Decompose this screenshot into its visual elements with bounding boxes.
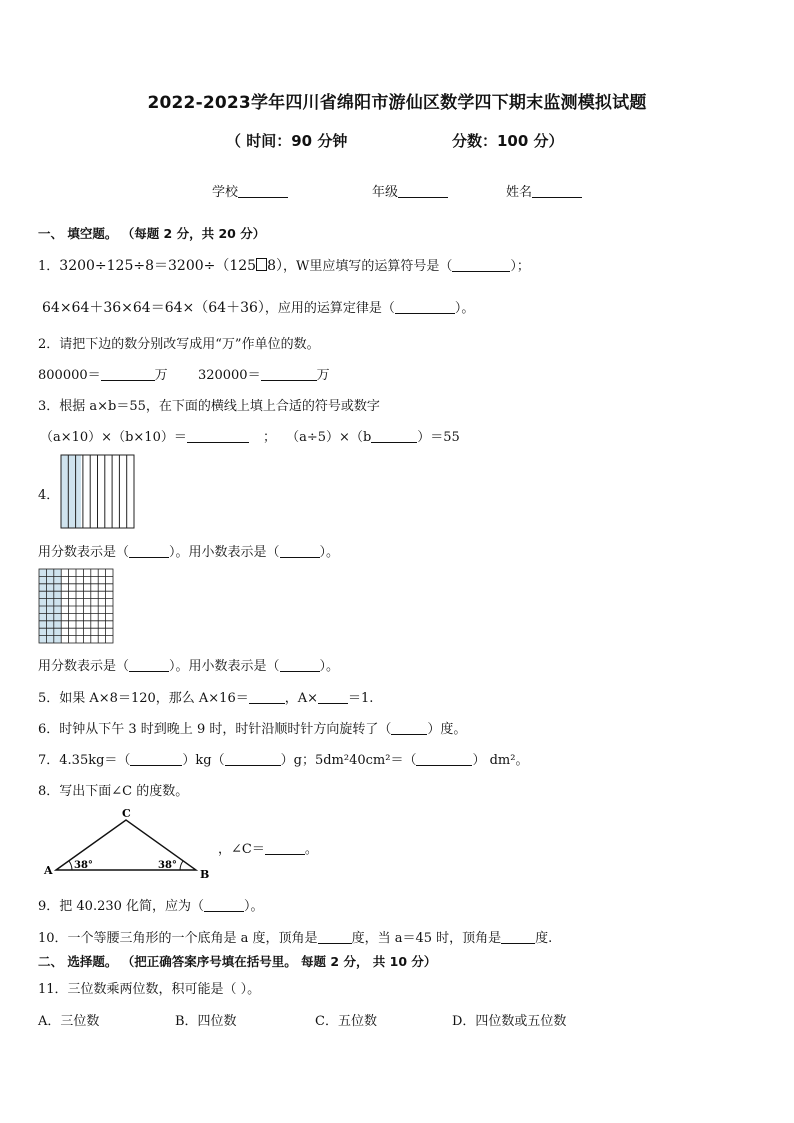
- q7-blank-3[interactable]: [416, 753, 472, 766]
- q1a-expression-right: 8）: [267, 258, 284, 274]
- grade-blank[interactable]: [398, 185, 448, 198]
- q1b-end: ）。: [454, 301, 475, 316]
- strip-figure: [60, 454, 136, 529]
- q2b-unit: 万: [316, 368, 330, 383]
- q1-number: 1．: [38, 259, 60, 274]
- q1b-text: ，应用的运算定律是（: [264, 301, 395, 316]
- q4a-decimal-blank[interactable]: [280, 545, 320, 558]
- q4a-end: ）。: [319, 545, 340, 560]
- question-1b: [42, 297, 474, 317]
- q2b-text: 320000＝: [197, 368, 261, 383]
- q2a-blank[interactable]: [101, 368, 155, 381]
- q3b-blank[interactable]: [371, 430, 417, 443]
- question-6: [38, 718, 466, 737]
- question-7: [38, 749, 528, 768]
- section-2-heading: 二、 选择题。 （把正确答案序号填在括号里。 每题 2 分， 共 10 分）: [38, 954, 437, 969]
- grade-field: [372, 181, 448, 200]
- question-2-answers: [38, 364, 330, 383]
- grade-label: 年级: [372, 185, 399, 200]
- q9-text-2: ）。: [244, 899, 264, 914]
- question-1a: [38, 255, 530, 275]
- angle-a-arc: [69, 861, 72, 870]
- q5-blank-1[interactable]: [249, 691, 285, 704]
- q3b-end: ）＝55: [417, 430, 460, 445]
- question-4a: [38, 541, 339, 560]
- question-2: 2．请把下边的数分别改写成用“万”作单位的数。: [38, 337, 320, 352]
- page-title: 2022-2023学年四川省绵阳市游仙区数学四下期末监测模拟试题: [147, 93, 647, 113]
- q3a-blank[interactable]: [187, 430, 249, 443]
- q9-text-1: 9．把 40.230 化简，应为（: [38, 899, 205, 914]
- q8-end: 。: [304, 842, 318, 857]
- section-1-heading: 一、 填空题。 （每题 2 分，共 20 分）: [38, 226, 266, 241]
- angle-a-label: 38°: [74, 860, 93, 871]
- q4b-fraction-blank[interactable]: [129, 659, 169, 672]
- q4-number: 4．: [38, 488, 60, 503]
- question-11: 11．三位数乘两位数，积可能是（ ）。: [38, 982, 261, 997]
- q11-option-b[interactable]: B．四位数: [175, 1014, 237, 1029]
- q10-text-1: 10．一个等腰三角形的一个底角是 a 度，顶角是: [38, 931, 318, 946]
- q11-option-c[interactable]: C．五位数: [315, 1014, 377, 1029]
- q5-text-2: ，A×: [284, 691, 319, 706]
- q6-text-2: ）度。: [427, 722, 467, 737]
- q1b-expression: 64×64＋36×64＝64×（64＋36）: [42, 300, 265, 316]
- school-field: [212, 181, 288, 200]
- vertex-c-label: C: [122, 808, 131, 820]
- q11-option-d[interactable]: D．四位数或五位数: [452, 1014, 567, 1029]
- q5-text-1: 5．如果 A×8＝120，那么 A×16＝: [38, 691, 249, 706]
- q1a-text: ，W里应填写的运算符号是（: [283, 259, 453, 274]
- grid-figure: [38, 568, 115, 645]
- q1a-expression-left: 3200÷125÷8＝3200÷（125: [59, 258, 257, 274]
- q1a-end: ）；: [510, 259, 530, 274]
- q10-blank-1[interactable]: [318, 931, 352, 944]
- question-5: [38, 687, 373, 706]
- q2b-blank[interactable]: [261, 368, 317, 381]
- q8-answer-label: ，∠C＝: [218, 842, 265, 857]
- q1b-blank[interactable]: [395, 301, 455, 314]
- question-3: 3．根据 a×b＝55，在下面的横线上填上合适的符号或数字: [38, 399, 380, 414]
- q2a-unit: 万: [154, 368, 168, 383]
- q4a-fraction-label: 用分数表示是（: [38, 545, 130, 560]
- question-8-answer: [218, 838, 318, 857]
- angle-b-arc: [180, 861, 183, 870]
- q4b-decimal-blank[interactable]: [280, 659, 320, 672]
- question-10: [38, 927, 552, 946]
- q7-blank-2[interactable]: [225, 753, 281, 766]
- q7-blank-1[interactable]: [130, 753, 182, 766]
- vertex-a-label: A: [44, 864, 53, 877]
- operator-box: [256, 258, 267, 271]
- time-label: （ 时间：90 分钟: [226, 132, 348, 150]
- q1a-blank[interactable]: [452, 259, 510, 272]
- question-9: [38, 895, 264, 914]
- name-label: 姓名: [506, 185, 533, 200]
- q8-blank[interactable]: [265, 842, 305, 855]
- q4b-end: ）。: [319, 659, 340, 674]
- question-8: 8．写出下面∠C 的度数。: [38, 784, 189, 799]
- angle-b-label: 38°: [158, 860, 177, 871]
- q7-text-1: 7．4.35kg＝（: [38, 753, 131, 768]
- question-3-answers: [40, 426, 460, 445]
- q3a-text: （a×10）×（b×10）＝: [40, 430, 187, 445]
- q3-separator: ；: [262, 430, 276, 445]
- triangle-figure: [34, 808, 214, 880]
- q4b-fraction-label: 用分数表示是（: [38, 659, 130, 674]
- q2a-text: 800000＝: [38, 368, 101, 383]
- q3b-text: （a÷5）×（b: [286, 430, 372, 445]
- q7-text-2: ）kg（: [182, 753, 225, 768]
- name-field: [506, 181, 582, 200]
- q9-blank[interactable]: [204, 899, 244, 912]
- question-4b: [38, 655, 339, 674]
- q6-blank[interactable]: [391, 722, 427, 735]
- q6-text-1: 6．时钟从下午 3 时到晚上 9 时，时针沿顺时针方向旋转了（: [38, 722, 392, 737]
- name-blank[interactable]: [532, 185, 582, 198]
- school-blank[interactable]: [238, 185, 288, 198]
- q10-text-2: 度，当 a＝45 时，顶角是: [351, 931, 502, 946]
- shaded-strips: [61, 455, 81, 528]
- q4a-fraction-blank[interactable]: [129, 545, 169, 558]
- vertex-b-label: B: [200, 868, 210, 880]
- q11-option-a[interactable]: A．三位数: [38, 1014, 100, 1029]
- q7-text-4: ） dm²。: [472, 753, 529, 768]
- school-label: 学校: [212, 185, 239, 200]
- q7-text-3: ）g；5dm²40cm²＝（: [280, 753, 417, 768]
- q4b-decimal-label: ）。用小数表示是（: [169, 659, 280, 674]
- q5-blank-2[interactable]: [318, 691, 348, 704]
- score-label: 分数：100 分）: [452, 132, 564, 150]
- q4a-decimal-label: ）。用小数表示是（: [169, 545, 280, 560]
- q10-text-3: 度.: [535, 931, 553, 946]
- q10-blank-2[interactable]: [501, 931, 535, 944]
- q5-text-3: ＝1.: [348, 691, 374, 706]
